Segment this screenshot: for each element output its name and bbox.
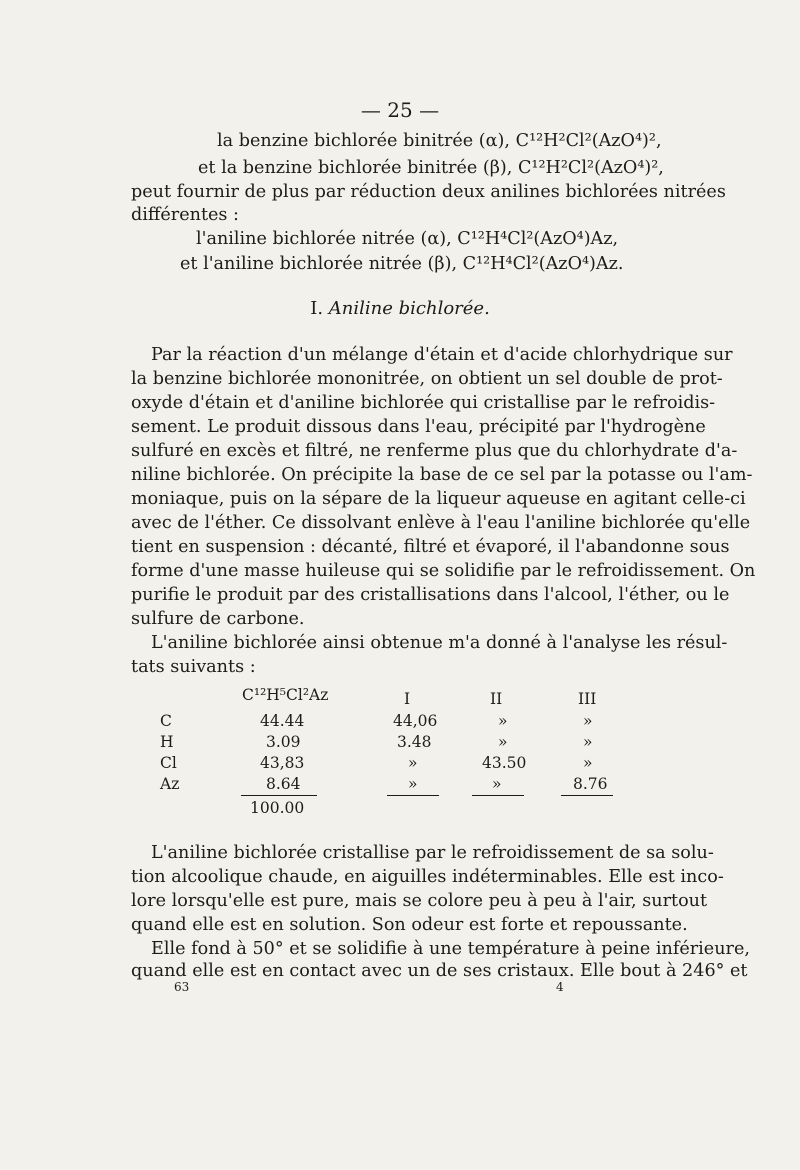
paragraph-line: tion alcoolique chaude, en aiguilles indéterminables. Elle est inco- (131, 867, 724, 887)
paragraph-line: sulfure de carbone. (131, 609, 305, 629)
paragraph-line: avec de l'éther. Ce dissolvant enlève à l'eau l'aniline bichlorée qu'elle (131, 513, 751, 533)
value-cell: 44,06 (393, 712, 438, 730)
value-cell: » (492, 775, 502, 793)
paragraph-line: L'aniline bichlorée ainsi obtenue m'a donné à l'analyse les résul- (151, 633, 728, 653)
value-cell: » (408, 775, 418, 793)
value-cell: » (498, 712, 508, 730)
paragraph-line: la benzine bichlorée mononitrée, on obtient un sel double de prot- (131, 369, 723, 389)
paragraph-line: Elle fond à 50° et se solidifie à une température à peine inférieure, (151, 939, 750, 959)
paragraph-line: moniaque, puis on la sépare de la liqueur aqueuse en agitant celle-ci (131, 489, 746, 509)
total-rule (387, 795, 439, 796)
paragraph-line: Par la réaction d'un mélange d'étain et d'acide chlorhydrique sur (151, 345, 733, 365)
total-rule (472, 795, 524, 796)
calc-cell: 8.64 (266, 775, 301, 793)
section-heading (0, 298, 800, 319)
value-cell: » (498, 733, 508, 751)
calc-cell: 3.09 (266, 733, 301, 751)
paragraph-line: purifie le produit par des cristallisations dans l'alcool, l'éther, ou le (131, 585, 730, 605)
paragraph-line: forme d'une masse huileuse qui se solidifie par le refroidissement. On (131, 561, 756, 581)
value-cell: » (583, 733, 593, 751)
element-cell: Cl (160, 754, 177, 772)
text-line: et l'aniline bichlorée nitrée (β), C¹²H⁴Cl²(AzO⁴)Az. (180, 254, 624, 274)
table-header: C¹²H⁵Cl²Az (242, 686, 329, 704)
text-line: et la benzine bichlorée binitrée (β), C¹²H²Cl²(AzO⁴)², (198, 158, 664, 178)
value-cell: 8.76 (573, 775, 608, 793)
table-header: III (578, 690, 597, 708)
paragraph-line: tats suivants : (131, 657, 256, 677)
paragraph-line: sulfuré en excès et filtré, ne renferme plus que du chlorhydrate d'a- (131, 441, 738, 461)
text-line: l'aniline bichlorée nitrée (α), C¹²H⁴Cl²(AzO⁴)Az, (196, 229, 619, 249)
paragraph-line: niline bichlorée. On précipite la base de ce sel par la potasse ou l'am- (131, 465, 753, 485)
paragraph-line: quand elle est en solution. Son odeur est forte et repoussante. (131, 915, 688, 935)
table-header: II (490, 690, 503, 708)
table-header: I (404, 690, 411, 708)
page-number: — 25 — (360, 98, 440, 122)
calc-cell: 44.44 (260, 712, 305, 730)
total-cell: 100.00 (250, 799, 305, 817)
paragraph-line: lore lorsqu'elle est pure, mais se colore peu à peu à l'air, surtout (131, 891, 708, 911)
element-cell: C (160, 712, 172, 730)
value-cell: 3.48 (397, 733, 432, 751)
text-line: différentes : (131, 205, 239, 225)
paragraph-line: oxyde d'étain et d'aniline bichlorée qui cristallise par le refroidis- (131, 393, 716, 413)
paragraph-line: sement. Le produit dissous dans l'eau, précipité par l'hydrogène (131, 417, 706, 437)
text-line: peut fournir de plus par réduction deux anilines bichlorées nitrées (131, 182, 726, 202)
element-cell: H (160, 733, 174, 751)
footer-signature-left: 63 (174, 980, 190, 994)
value-cell: » (583, 754, 593, 772)
value-cell: » (408, 754, 418, 772)
section-number: I. (310, 298, 324, 319)
section-title: Aniline bichlorée. (328, 298, 490, 319)
calc-cell: 43,83 (260, 754, 305, 772)
text-line: la benzine bichlorée binitrée (α), C¹²H²Cl²(AzO⁴)², (217, 131, 662, 151)
paragraph-line: tient en suspension : décanté, filtré et évaporé, il l'abandonne sous (131, 537, 730, 557)
value-cell: » (583, 712, 593, 730)
paragraph-line: quand elle est en contact avec un de ses cristaux. Elle bout à 246° et (131, 961, 748, 981)
paragraph-line: L'aniline bichlorée cristallise par le refroidissement de sa solu- (151, 843, 714, 863)
element-cell: Az (160, 775, 180, 793)
total-rule (561, 795, 613, 796)
footer-signature-right: 4 (556, 980, 564, 994)
total-rule (241, 795, 317, 796)
value-cell: 43.50 (482, 754, 527, 772)
